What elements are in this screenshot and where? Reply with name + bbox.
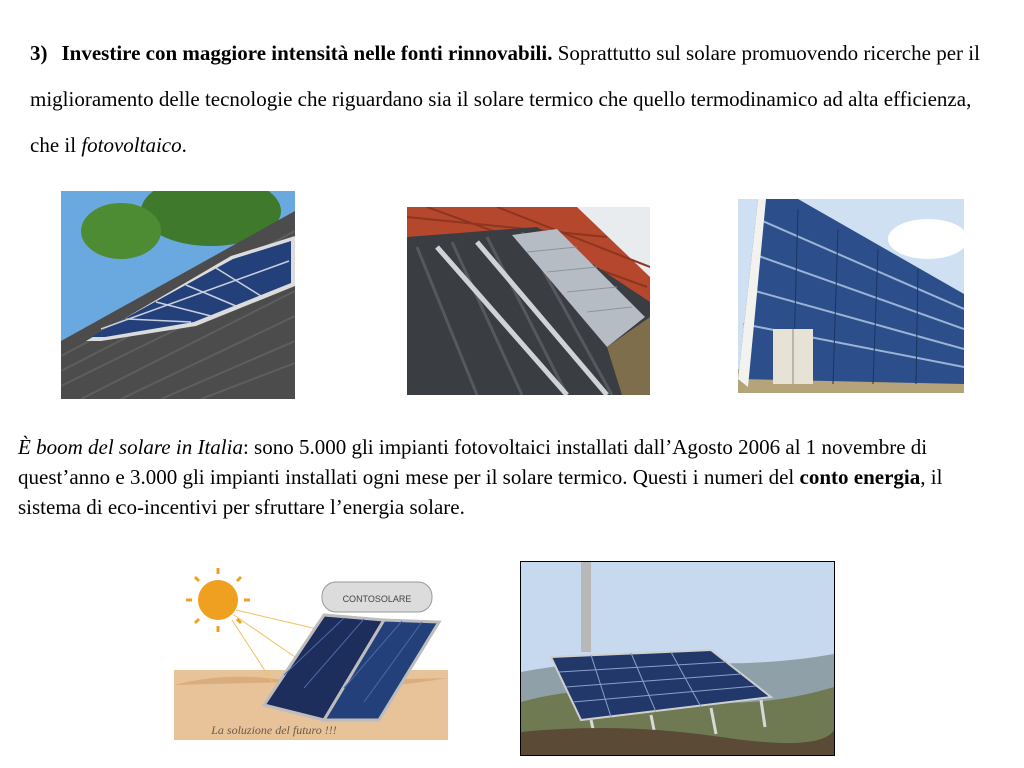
section-end: . bbox=[181, 133, 187, 157]
field-pv-array-photo bbox=[520, 561, 835, 756]
thermal-caption: La soluzione del futuro !!! bbox=[211, 723, 337, 737]
news-lead: È boom del solare in Italia bbox=[18, 435, 243, 459]
tile-roof-pv-photo bbox=[407, 207, 650, 395]
section-heading: Investire con maggiore intensità nelle fonti rinnovabili. bbox=[61, 41, 553, 65]
photovoltaic-term: fotovoltaico bbox=[81, 133, 182, 157]
news-text-end: , il sistema di eco-incentivi per sfruttare l’energia solare. bbox=[18, 465, 943, 519]
news-text: : sono 5.000 gli impianti fotovoltaici installati dall’Agosto 2006 al 1 novembre di quest’anno e 3.000 gli impianti installati ogni mese per il solare termico. Questi i numeri del bbox=[18, 435, 928, 489]
section-number: 3) bbox=[30, 41, 48, 65]
conto-energia-term: conto energia bbox=[799, 465, 921, 489]
pv-facade-building-photo bbox=[738, 199, 964, 393]
section-text: Soprattutto sul solare promuovendo ricerche per il miglioramento delle tecnologie che riguardano sia il solare termico che quello termodinamico ad alta efficienza, che il bbox=[30, 41, 980, 157]
paragraph-solar-boom bbox=[18, 432, 1008, 522]
solar-thermal-illustration bbox=[174, 560, 448, 740]
thermal-brand-label: CONTOSOLARE bbox=[342, 594, 412, 604]
roof-pv-photo bbox=[61, 191, 295, 399]
paragraph-renewables bbox=[30, 30, 990, 168]
